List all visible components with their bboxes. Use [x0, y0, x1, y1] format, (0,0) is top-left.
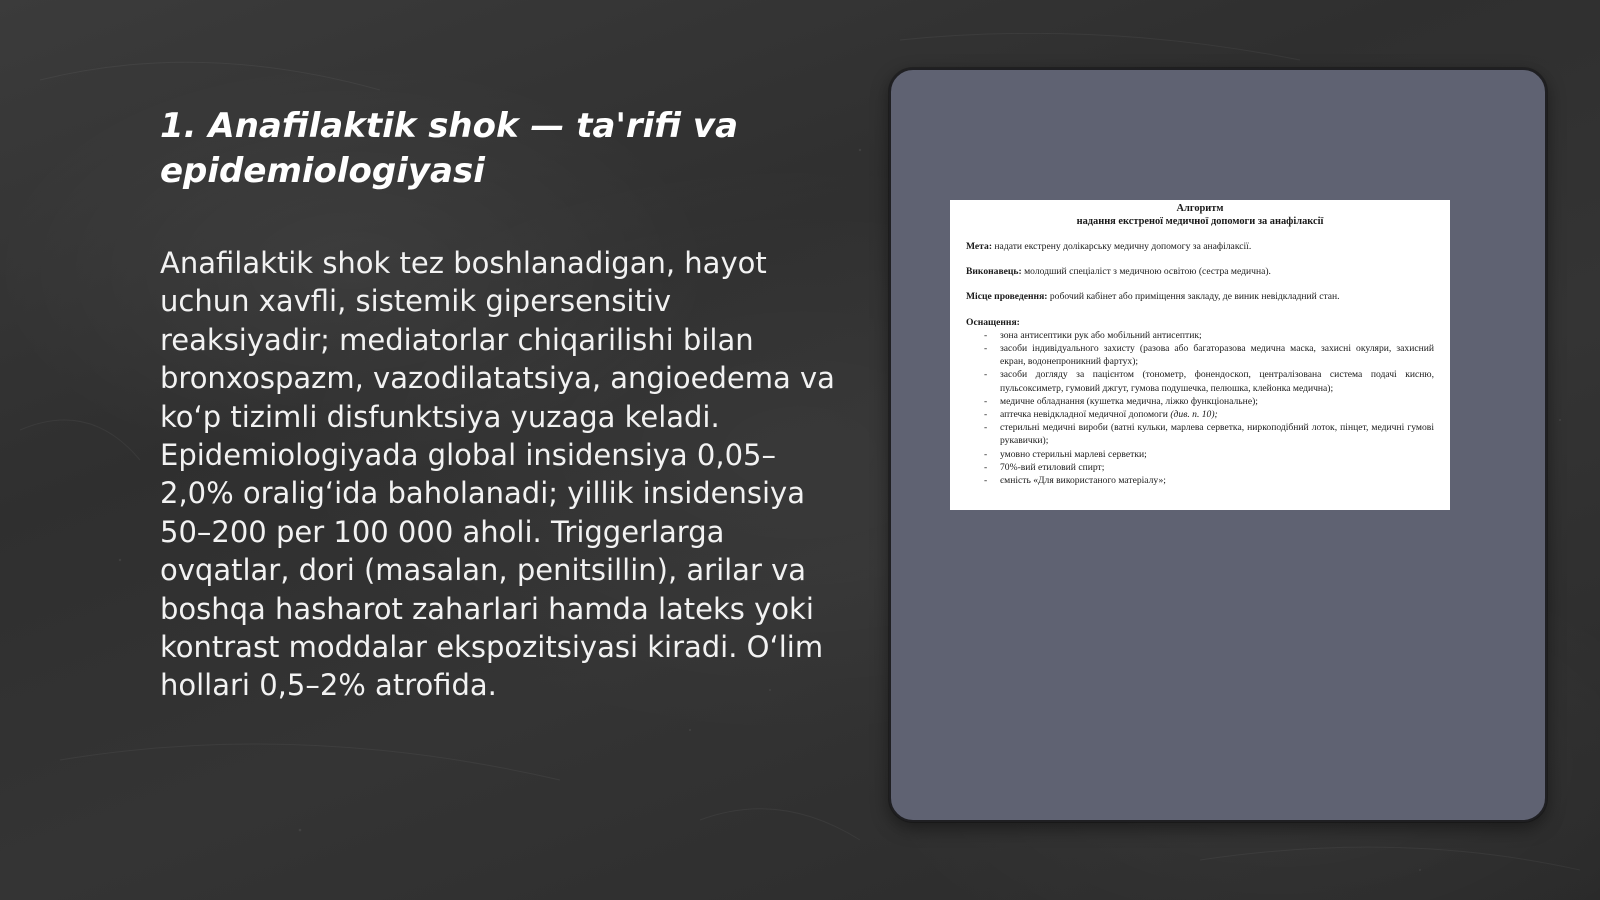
document-goal-text: надати екстрену долікарську медичну допомогу за анафілаксії. — [994, 241, 1252, 252]
document-place-text: робочий кабінет або приміщення закладу, де виник невідкладний стан. — [1049, 291, 1340, 303]
document-title-line2: надання екстреної медичної допомоги за анафілаксії — [1076, 216, 1324, 227]
list-item: - 70%-вий етиловий спирт; — [984, 461, 1434, 474]
list-item: - ємність «Для використаного матеріалу»; — [984, 474, 1434, 487]
slide-title: 1. Anafilaktik shok — ta'rifi va epidemiologiyasi — [160, 106, 739, 191]
document-image — [950, 200, 1450, 510]
slide-body-text: Anafilaktik shok tez boshlanadigan, hayot uchun xavfli, sistemik gipersensitiv reaksiyadir; mediatorlar chiqarilishi bilan bronxospazm, vazodilatatsiya, angioedema va koʻp tizimli disfunktsiya yuzaga keladi. Epidemiologiyada global insidensiya 0,05–2,0% oraligʻida baholanadi; yillik insidensiya 50–200 per 100 000 aholi. Triggerlarga ovqatlar, dori (masalan, penitsillin), arilar va boshqa hasharot zaharlari hamda lateks yoki kontrast moddalar ekspozitsiyasi kiradi. Oʻlim hollari 0,5–2% atrofida. — [160, 246, 835, 703]
list-item: - засоби догляду за пацієнтом (тонометр, фонендоскоп, централізована система подачі кисню, пульсоксиметр, гумовий джгут, гумова подушечка, пелюшка, клейонка медична); — [984, 368, 1434, 394]
document-performer — [966, 265, 1434, 278]
list-item-note: (див. п. 10); — [1170, 409, 1218, 421]
list-item: - медичне обладнання (кушетка медична, ліжко функціональне); — [984, 395, 1434, 408]
list-item-text: аптечка невідкладної медичної допомоги — [1000, 409, 1168, 421]
list-item — [984, 408, 1434, 421]
document-goal-label: Мета: — [966, 241, 993, 252]
document-performer-text: молодший спеціаліст з медичною освітою (сестра медична). — [1024, 266, 1271, 278]
document-place — [966, 290, 1434, 303]
document-equipment — [966, 316, 1434, 329]
document-equipment-list — [966, 329, 1434, 487]
list-item: - умовно стерильні марлеві серветки; — [984, 448, 1434, 461]
document-title-line1: Алгоритм — [1176, 203, 1224, 214]
document-title — [966, 202, 1434, 228]
document-equipment-label: Оснащення: — [966, 316, 1020, 328]
document-performer-label: Виконавець: — [966, 266, 1022, 278]
document-place-label: Місце проведення: — [966, 291, 1048, 303]
list-item: - засоби індивідуального захисту (разова або багаторазова медична маска, захисні окуляри, захисний екран, водонепроникний фартух); — [984, 342, 1434, 368]
document-goal — [966, 240, 1434, 253]
list-item: - зона антисептики рук або мобільний антисептик; — [984, 329, 1434, 342]
list-item: - стерильні медичні вироби (ватні кульки, марлева серветка, ниркоподібний лоток, пінцет, медичні гумові рукавички); — [984, 421, 1434, 447]
